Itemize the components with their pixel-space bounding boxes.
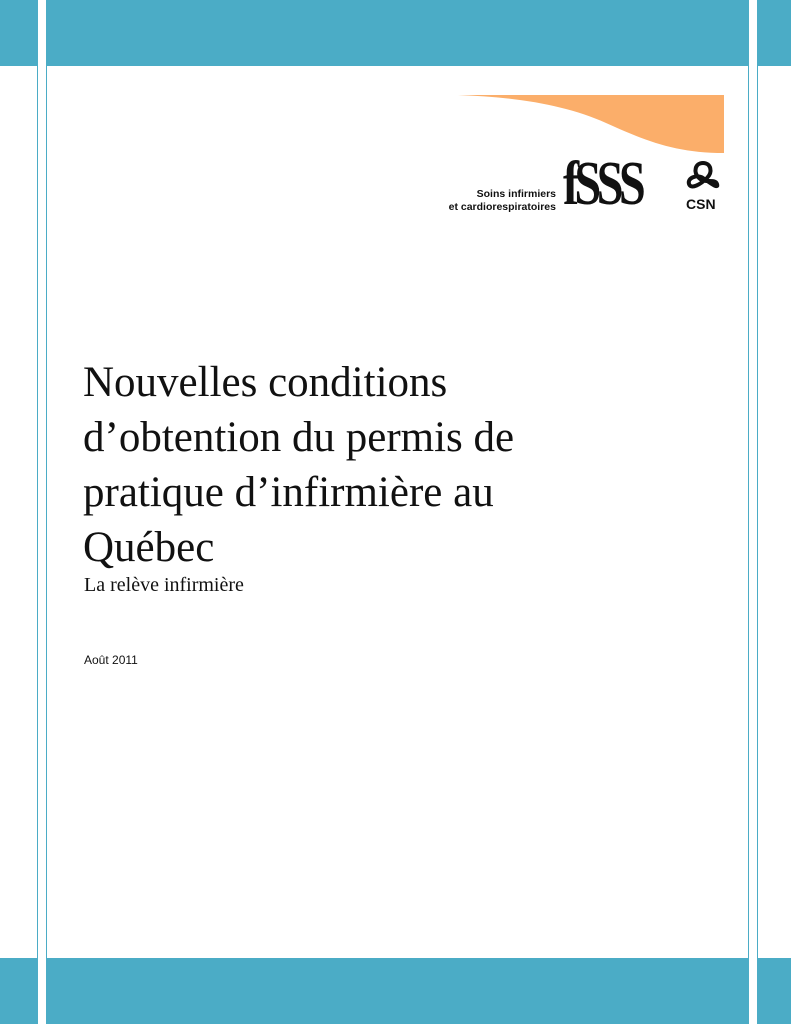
footer-band: [47, 958, 748, 1024]
footer-band-right: [758, 958, 791, 1024]
document-subtitle: La relève infirmière: [84, 574, 244, 596]
csn-knot-icon: [683, 160, 723, 196]
logo-subtitle-line2: et cardiorespiratoires: [448, 201, 556, 213]
logo-subtitle-line1: Soins infirmiers: [476, 188, 556, 200]
document-date: Août 2011: [84, 653, 138, 667]
title-line-4: Québec: [83, 524, 215, 571]
right-border-line-inner: [748, 0, 749, 1024]
header-band-right: [758, 0, 791, 66]
right-border-line: [757, 0, 758, 1024]
footer-band-left: [0, 958, 37, 1024]
header-band-left: [0, 0, 37, 66]
title-line-3: pratique d’infirmière au: [83, 469, 494, 516]
document-title: [83, 355, 703, 575]
csn-label: CSN: [686, 196, 716, 212]
title-line-1: Nouvelles conditions: [83, 359, 448, 406]
logo-mark: fSSS: [563, 150, 642, 218]
left-border-line: [37, 0, 38, 1024]
title-line-2: d’obtention du permis de: [83, 414, 515, 461]
left-border-line-inner: [46, 0, 47, 1024]
header-band: [47, 0, 748, 66]
logo-subtitle: [449, 188, 556, 214]
orange-swoosh: [456, 93, 726, 155]
